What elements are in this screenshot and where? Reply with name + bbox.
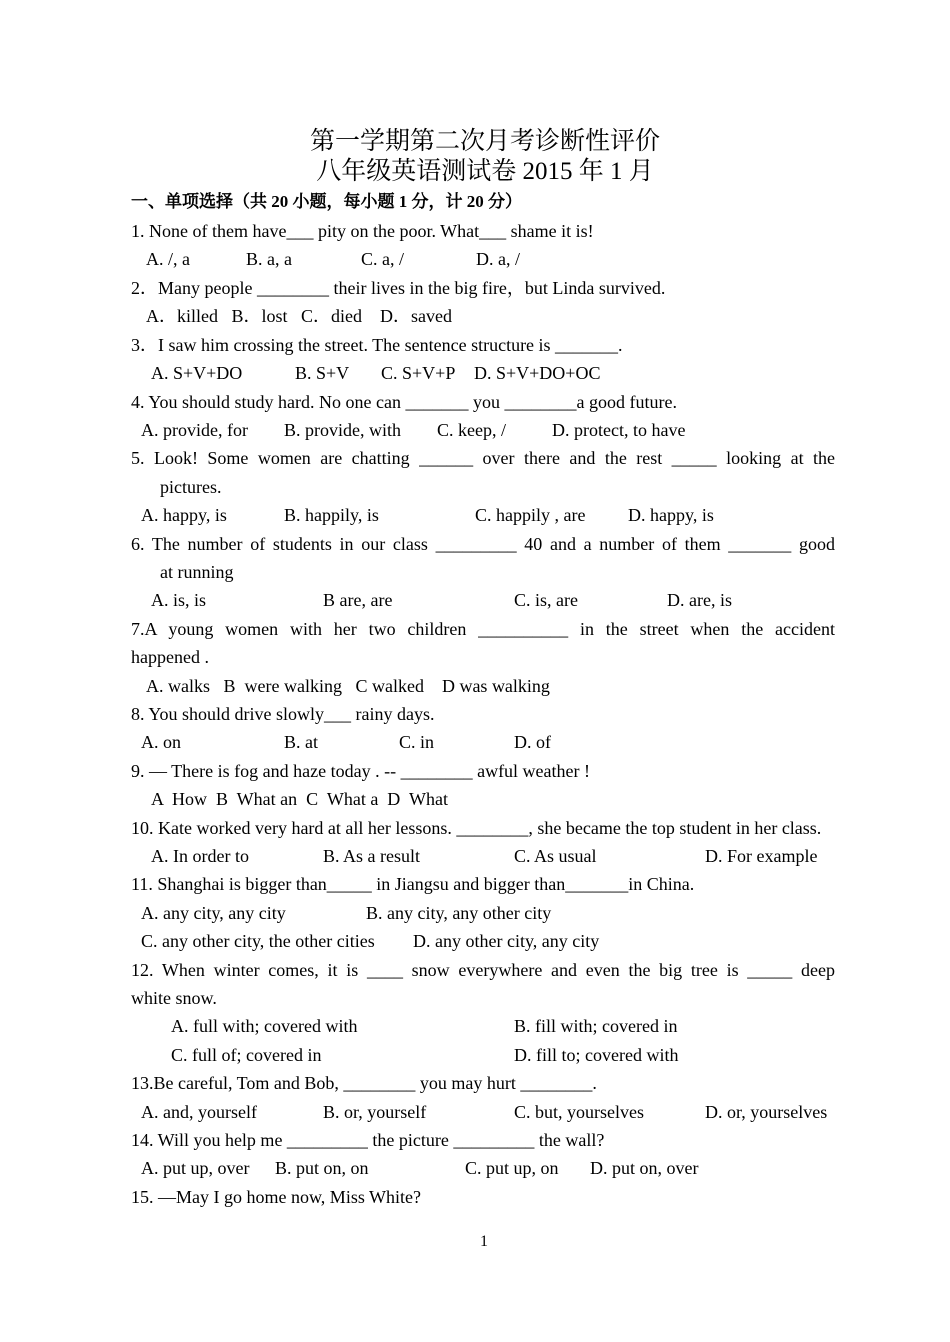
question-text: 15. —May I go home now, Miss White? [131, 1187, 421, 1207]
question-text-continued: white snow. [131, 988, 217, 1008]
option: A. happy, is [141, 505, 227, 525]
section-heading: 一、单项选择（共 20 小题，每小题 1 分，计 20 分） [131, 192, 522, 211]
option: C. any other city, the other cities [141, 931, 375, 951]
option: B. any city, any other city [366, 903, 552, 923]
option: A. on [141, 732, 181, 752]
option: B. at [284, 732, 318, 752]
option: B. or, yourself [323, 1102, 427, 1122]
option: A. S+V+DO [151, 363, 243, 383]
option: A. and, yourself [141, 1102, 257, 1122]
option: D. or, yourselves [705, 1102, 828, 1122]
option: A. walks B were walking C walked D was walking [146, 676, 550, 696]
exam-title: 第一学期第二次月考诊断性评价 [309, 128, 660, 155]
option: B. fill with; covered in [514, 1016, 678, 1036]
question-text-continued: happened . [131, 647, 209, 667]
option: D. For example [705, 846, 818, 866]
option: D. are, is [667, 590, 732, 610]
option: C. keep, / [437, 420, 506, 440]
question-text-continued: pictures. [160, 477, 222, 497]
question-text: 1. None of them have___ pity on the poor. What___ shame it is! [131, 221, 594, 241]
option: D. any other city, any city [413, 931, 600, 951]
option: A. provide, for [141, 420, 248, 440]
option: A. full with; covered with [171, 1016, 358, 1036]
page-number: 1 [480, 1233, 488, 1250]
option: D. happy, is [628, 505, 714, 525]
option: C. is, are [514, 590, 578, 610]
question-text: 13.Be careful, Tom and Bob, ________ you may hurt ________. [131, 1073, 597, 1093]
option: B. a, a [246, 249, 292, 269]
question-text: 9. — There is fog and haze today . -- ________ awful weather ! [131, 761, 591, 781]
option: C. full of; covered in [171, 1045, 322, 1065]
option: A. /, a [146, 249, 190, 269]
option: D. S+V+DO+OC [474, 363, 601, 383]
question-text: 5. Look! Some women are chatting ______ over there and the rest _____ looking at the [131, 448, 835, 468]
option: B. S+V [295, 363, 350, 383]
option: C. a, / [361, 249, 404, 269]
option: A. put up, over [141, 1158, 250, 1178]
question-text: 12. When winter comes, it is ____ snow everywhere and even the big tree is _____ deep [131, 960, 835, 980]
question-text: 4. You should study hard. No one can _______ you ________a good future. [131, 392, 677, 412]
question-text: 6. The number of students in our class _________ 40 and a number of them _______ good [131, 534, 835, 554]
option: B. As a result [323, 846, 420, 866]
option: A How B What an C What a D What [151, 789, 448, 809]
option: A．killed B．lost C．died D．saved [146, 306, 452, 326]
option: D. put on, over [590, 1158, 699, 1178]
option: C. S+V+P [381, 363, 456, 383]
option: C. put up, on [465, 1158, 559, 1178]
option: B. provide, with [284, 420, 401, 440]
option: B. happily, is [284, 505, 379, 525]
option: C. in [399, 732, 435, 752]
option: B are, are [323, 590, 393, 610]
option: C. happily , are [475, 505, 586, 525]
option: D. a, / [476, 249, 520, 269]
question-text: 10. Kate worked very hard at all her lessons. ________, she became the top student in her class. [131, 818, 822, 838]
option: D. protect, to have [552, 420, 686, 440]
option: D. of [514, 732, 551, 752]
option: A. any city, any city [141, 903, 286, 923]
option: A. is, is [151, 590, 207, 610]
option: B. put on, on [275, 1158, 369, 1178]
option: C. but, yourselves [514, 1102, 644, 1122]
question-text: 8. You should drive slowly___ rainy days. [131, 704, 435, 724]
question-text: 14. Will you help me _________ the picture _________ the wall? [131, 1130, 605, 1150]
option: C. As usual [514, 846, 597, 866]
option: A. In order to [151, 846, 249, 866]
exam-subtitle: 八年级英语测试卷 2015 年 1 月 [316, 158, 654, 185]
option: D. fill to; covered with [514, 1045, 679, 1065]
question-text: 2．Many people ________ their lives in the big fire，but Linda survived. [131, 278, 666, 298]
question-text: 7.A young women with her two children __________ in the street when the accident [131, 619, 835, 639]
question-text-continued: at running [160, 562, 234, 582]
question-text: 11. Shanghai is bigger than_____ in Jiangsu and bigger than_______in China. [131, 874, 695, 894]
question-text: 3．I saw him crossing the street. The sentence structure is _______. [131, 335, 623, 355]
